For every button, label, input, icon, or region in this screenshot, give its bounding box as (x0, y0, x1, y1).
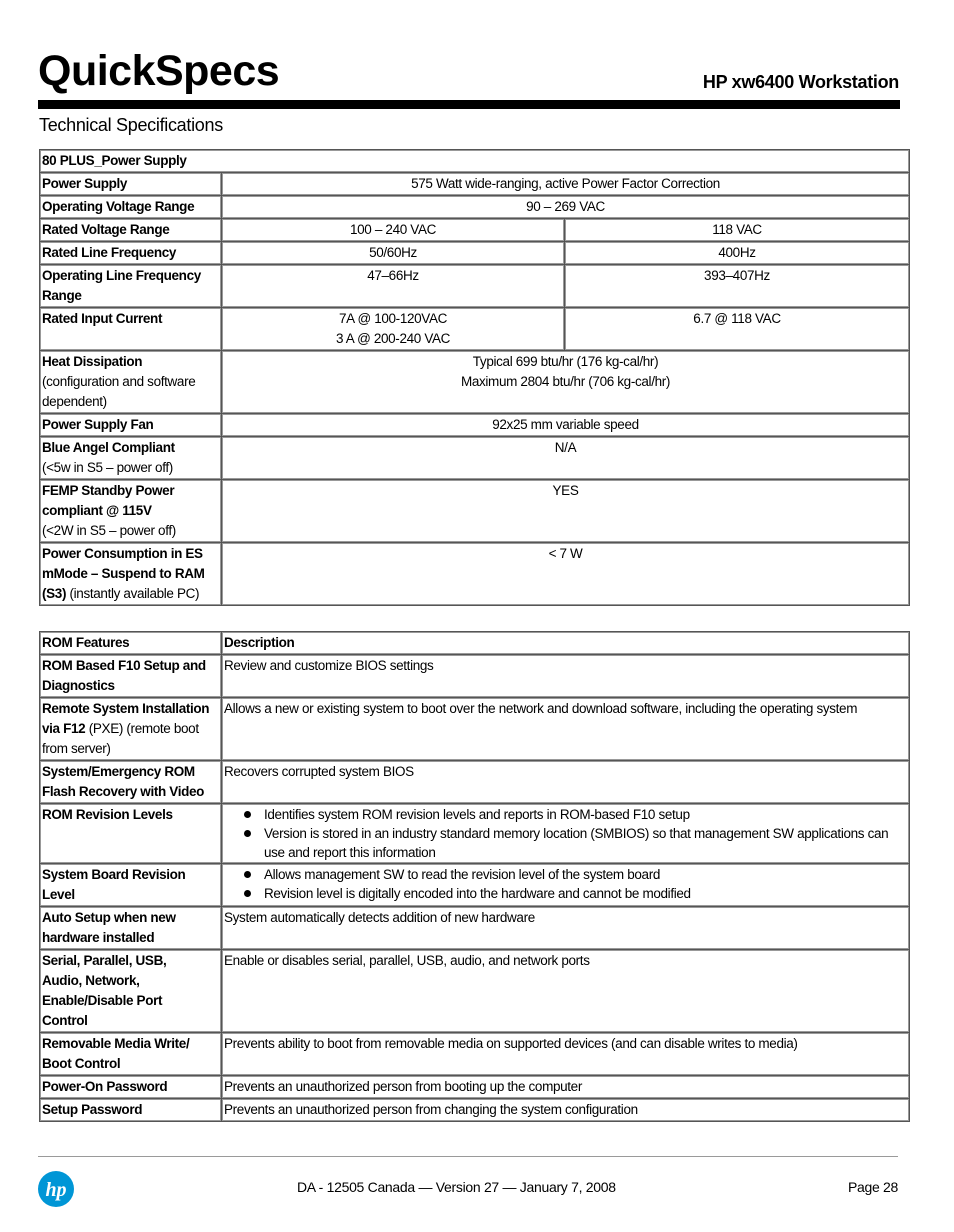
row-label: Power-On Password (40, 1076, 222, 1099)
table-row (40, 543, 910, 606)
value-line: Maximum 2804 btu/hr (706 kg-cal/hr) (460, 374, 671, 389)
label-line: Operating Line Frequency (42, 268, 201, 283)
label-line: Range (42, 288, 82, 303)
table-row (40, 761, 910, 804)
hp-logo-text: hp (45, 1179, 67, 1201)
row-label (40, 698, 222, 761)
table-row (40, 351, 910, 414)
column-header-feature: ROM Features (40, 632, 222, 655)
row-value: 90 – 269 VAC (222, 196, 910, 219)
row-label: System Board Revision Level (40, 864, 222, 907)
table-row (40, 437, 910, 480)
bullet-item: Version is stored in an industry standard memory location (SMBIOS) so that management SW applications can use and report this information (264, 824, 907, 862)
table-row (40, 907, 910, 950)
row-value: Recovers corrupted system BIOS (222, 761, 910, 804)
row-label: ROM Based F10 Setup and Diagnostics (40, 655, 222, 698)
row-value: 393–407Hz (565, 265, 910, 308)
row-label (40, 480, 222, 543)
row-label: Rated Voltage Range (40, 219, 222, 242)
table-row (40, 950, 910, 1033)
row-value: 6.7 @ 118 VAC (565, 308, 910, 351)
bullet-list (224, 865, 907, 903)
value-line: Typical 699 btu/hr (176 kg-cal/hr) (472, 354, 659, 369)
section-title: Technical Specifications (39, 115, 223, 135)
row-label (40, 543, 222, 606)
row-value: Prevents an unauthorized person from booting up the computer (222, 1076, 910, 1099)
footer-divider (38, 1156, 898, 1157)
table-row (40, 804, 910, 864)
label-note: (PXE) (remote boot from server) (42, 721, 199, 756)
rom-features-table (39, 631, 910, 1122)
row-value: 118 VAC (565, 219, 910, 242)
label-note: (configuration and software dependent) (42, 374, 196, 409)
bullet-list (224, 805, 907, 862)
row-label: Serial, Parallel, USB, Audio, Network, Enable/Disable Port Control (40, 950, 222, 1033)
table-heading: 80 PLUS_Power Supply (40, 150, 910, 173)
table-row (40, 219, 910, 242)
page-number: Page 28 (847, 1179, 898, 1195)
row-value: 100 – 240 VAC (222, 219, 565, 242)
row-label: Power Supply (40, 173, 222, 196)
document-info: DA - 12505 Canada — Version 27 — January 7, 2008 (297, 1179, 616, 1195)
product-name: HP xw6400 Workstation (702, 72, 899, 92)
power-supply-table (39, 149, 910, 606)
row-value: 47–66Hz (222, 265, 565, 308)
row-label: ROM Revision Levels (40, 804, 222, 864)
label-text: mMode – Suspend to RAM (42, 566, 205, 581)
label-note: (instantly available PC) (69, 586, 200, 601)
row-value: < 7 W (222, 543, 910, 606)
row-label: Rated Input Current (40, 308, 222, 351)
label-text: Blue Angel Compliant (42, 440, 175, 455)
row-value: Enable or disables serial, parallel, USB, audio, and network ports (222, 950, 910, 1033)
label-text: FEMP Standby Power (42, 483, 175, 498)
row-value: YES (222, 480, 910, 543)
row-value (222, 308, 565, 351)
row-label (40, 351, 222, 414)
table-row (40, 1099, 910, 1122)
bullet-item: Identifies system ROM revision levels and reports in ROM-based F10 setup (264, 805, 907, 824)
row-value: Allows a new or existing system to boot over the network and download software, including the operating system (222, 698, 910, 761)
row-label: Operating Voltage Range (40, 196, 222, 219)
value-line: 7A @ 100-120VAC (338, 311, 448, 326)
row-value: Prevents an unauthorized person from changing the system configuration (222, 1099, 910, 1122)
label-note: (<5w in S5 – power off) (42, 460, 173, 475)
table-row (40, 864, 910, 907)
row-value (222, 804, 910, 864)
row-value: 575 Watt wide-ranging, active Power Factor Correction (222, 173, 910, 196)
row-label (40, 265, 222, 308)
label-text: Heat Dissipation (42, 354, 143, 369)
row-label: Power Supply Fan (40, 414, 222, 437)
table-row (40, 655, 910, 698)
column-header-description: Description (222, 632, 910, 655)
hp-logo-icon (38, 1171, 74, 1207)
row-value: 50/60Hz (222, 242, 565, 265)
table-header-row (40, 632, 910, 655)
table-row (40, 173, 910, 196)
row-value: N/A (222, 437, 910, 480)
row-value: Prevents ability to boot from removable media on supported devices (and can disable writes to media) (222, 1033, 910, 1076)
label-note: (<2W in S5 – power off) (42, 523, 176, 538)
row-label: Setup Password (40, 1099, 222, 1122)
label-text: Power Consumption in ES (42, 546, 203, 561)
row-value: Review and customize BIOS settings (222, 655, 910, 698)
table-row (40, 1076, 910, 1099)
label-text: Remote System Installation via F12 (42, 701, 210, 736)
row-label: Removable Media Write/ Boot Control (40, 1033, 222, 1076)
table-row (40, 698, 910, 761)
value-line: 3 A @ 200-240 VAC (335, 331, 451, 346)
bullet-item: Revision level is digitally encoded into the hardware and cannot be modified (264, 884, 907, 903)
row-value: 400Hz (565, 242, 910, 265)
page-title: QuickSpecs (38, 47, 280, 95)
table-row (40, 308, 910, 351)
table-row (40, 480, 910, 543)
bullet-item: Allows management SW to read the revision level of the system board (264, 865, 907, 884)
row-label (40, 437, 222, 480)
row-value (222, 864, 910, 907)
table-row (40, 196, 910, 219)
table-row (40, 242, 910, 265)
table-row (40, 265, 910, 308)
label-text: compliant @ 115V (42, 503, 152, 518)
table-row (40, 150, 910, 173)
row-value (222, 351, 910, 414)
label-text: (S3) (42, 586, 67, 601)
table-row (40, 414, 910, 437)
row-value: System automatically detects addition of new hardware (222, 907, 910, 950)
row-label: System/Emergency ROM Flash Recovery with Video (40, 761, 222, 804)
header-divider (38, 100, 900, 109)
row-value: 92x25 mm variable speed (222, 414, 910, 437)
row-label: Rated Line Frequency (40, 242, 222, 265)
row-label: Auto Setup when new hardware installed (40, 907, 222, 950)
table-row (40, 1033, 910, 1076)
